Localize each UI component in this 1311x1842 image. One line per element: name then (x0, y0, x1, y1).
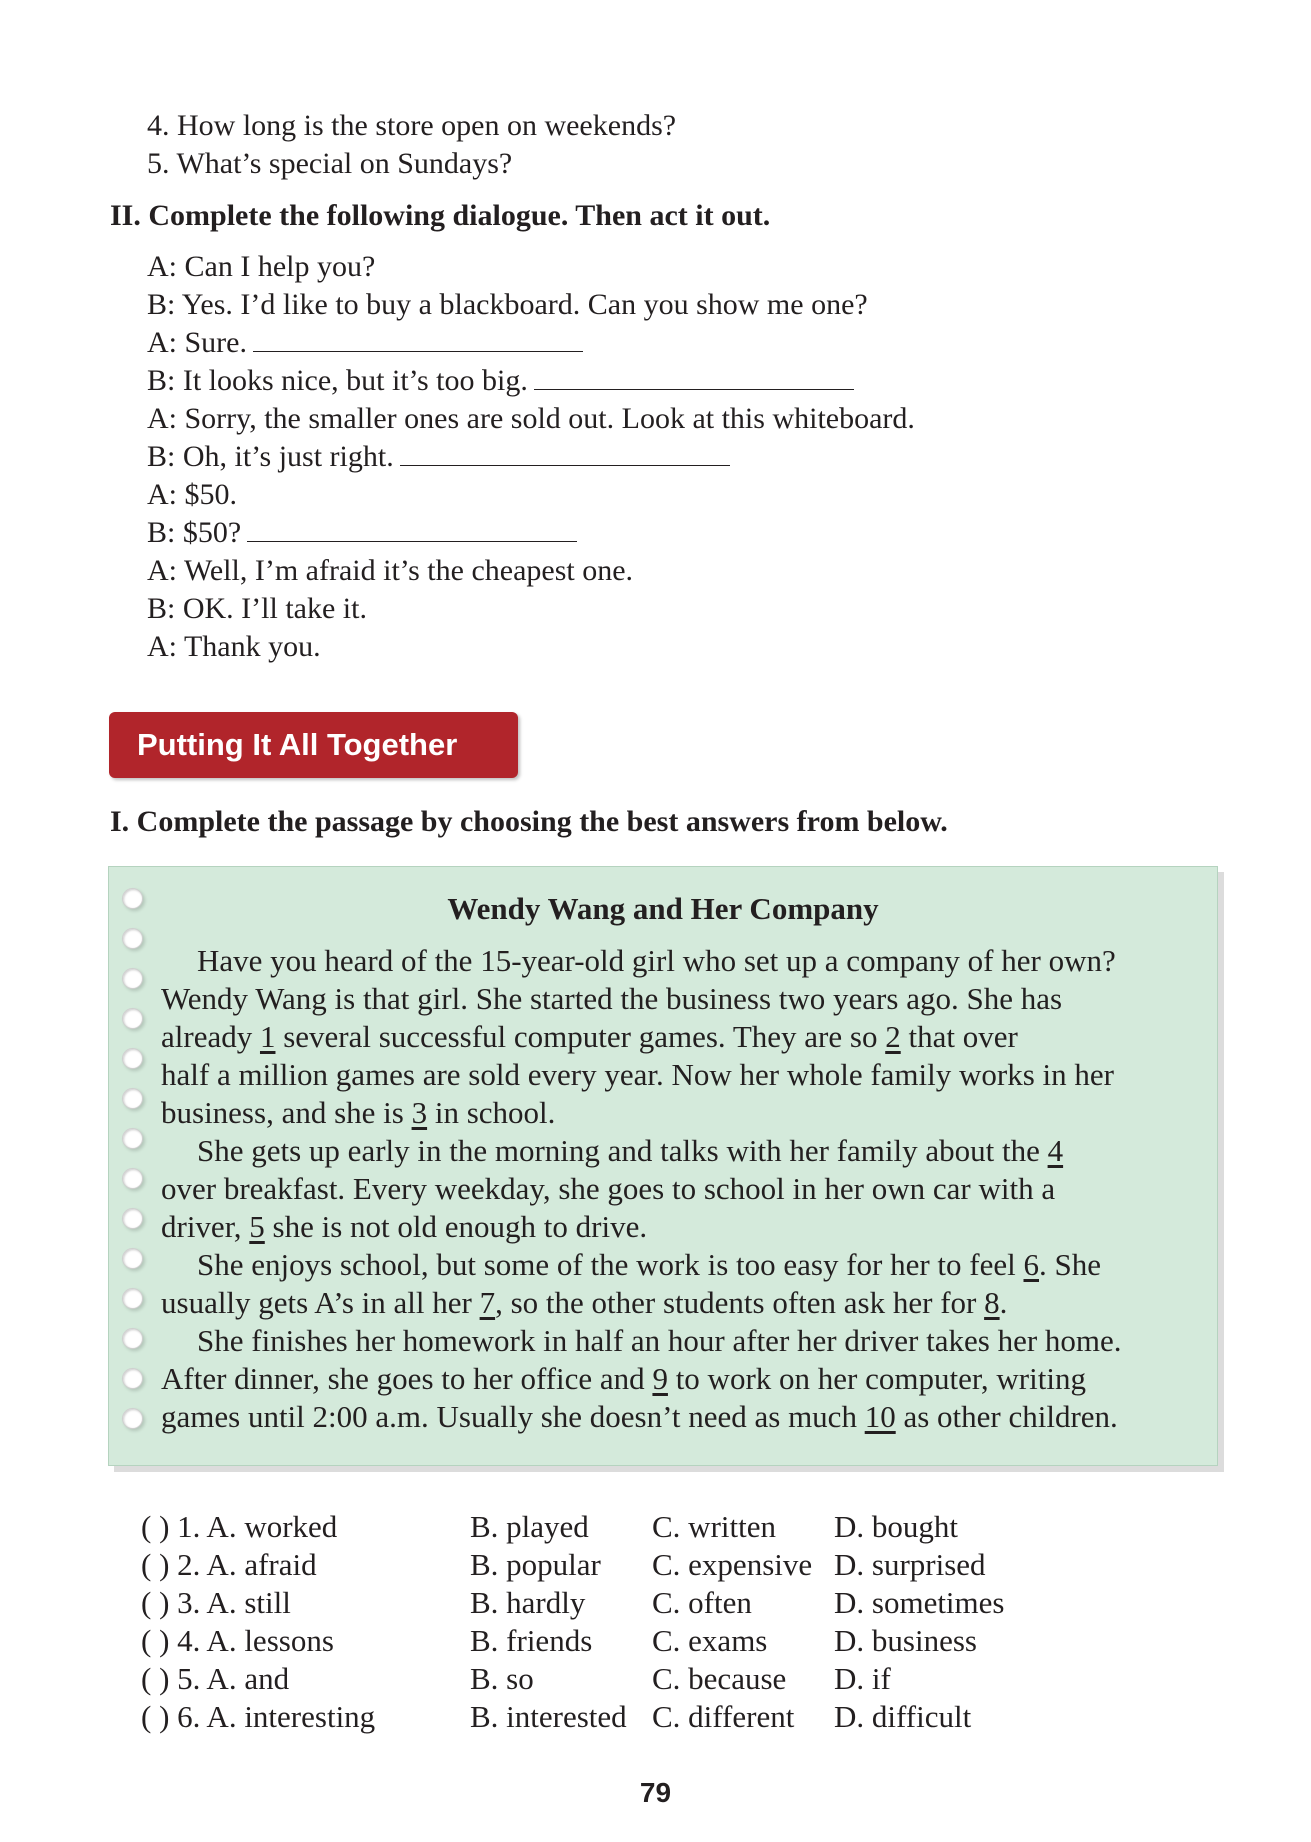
gap-9: 9 (652, 1361, 668, 1396)
option-b: B. interested (470, 1699, 627, 1734)
passage-line: Wendy Wang is that girl. She started the business two years ago. She has (161, 981, 1063, 1016)
binder-hole-icon (122, 1208, 143, 1229)
gap-4: 4 (1047, 1133, 1064, 1168)
page-number: 79 (639, 1777, 672, 1808)
section-banner: Putting It All Together (109, 712, 518, 778)
passage-line: games until 2:00 a.m. Usually she doesn’t need as much 10 as other children. (161, 1399, 1118, 1434)
dialogue-line-3: A: Sure. (147, 324, 583, 362)
binder-hole-icon (122, 1008, 143, 1029)
question-5: 5. What’s special on Sundays? (147, 147, 513, 180)
dialogue-line-8: B: $50? (147, 514, 577, 552)
passage-line: Have you heard of the 15-year-old girl who set up a company of her own? (197, 943, 1116, 978)
passage-line: She enjoys school, but some of the work is too easy for her to feel 6. She (197, 1247, 1101, 1282)
option-b: B. played (470, 1509, 589, 1544)
dialogue-line-1: A: Can I help you? (147, 250, 376, 283)
passage-line: already 1 several successful computer games. They are so 2 that over (161, 1019, 1018, 1054)
passage-line: usually gets A’s in all her 7, so the other students often ask her for 8. (161, 1285, 1008, 1320)
dialogue-line-5: A: Sorry, the smaller ones are sold out. Look at this whiteboard. (147, 402, 915, 435)
gap-2: 2 (885, 1019, 901, 1054)
option-b: B. friends (470, 1623, 593, 1658)
dialogue-line-7: A: $50. (147, 478, 237, 511)
option-row-3-num: ( ) 3. A. still (141, 1585, 291, 1620)
answer-blank[interactable] (400, 439, 730, 466)
binder-hole-icon (122, 1408, 143, 1429)
gap-3: 3 (411, 1095, 428, 1130)
binder-hole-icon (122, 1368, 143, 1389)
option-c: C. different (652, 1699, 795, 1734)
option-c: C. exams (652, 1623, 768, 1658)
answer-blank[interactable] (247, 515, 577, 542)
dialogue-line-9: A: Well, I’m afraid it’s the cheapest one. (147, 554, 634, 587)
option-b: B. so (470, 1661, 534, 1696)
passage-line: She gets up early in the morning and talks with her family about the 4 (197, 1133, 1064, 1168)
passage-title: Wendy Wang and Her Company (447, 891, 879, 926)
dialogue-line-10: B: OK. I’ll take it. (147, 592, 367, 625)
dialogue-line-2: B: Yes. I’d like to buy a blackboard. Can you show me one? (147, 288, 868, 321)
passage-line: over breakfast. Every weekday, she goes to school in her own car with a (161, 1171, 1056, 1206)
passage-line: driver, 5 she is not old enough to drive. (161, 1209, 648, 1244)
gap-10: 10 (864, 1399, 896, 1434)
answer-blank[interactable] (253, 325, 583, 352)
binder-hole-icon (122, 1328, 143, 1349)
option-c: C. expensive (652, 1547, 813, 1582)
passage-line: She finishes her homework in half an hour after her driver takes her home. (197, 1323, 1122, 1358)
option-row-2-num: ( ) 2. A. afraid (141, 1547, 317, 1582)
option-row-5-num: ( ) 5. A. and (141, 1661, 290, 1696)
option-c: C. because (652, 1661, 787, 1696)
passage-line: business, and she is 3 in school. (161, 1095, 556, 1130)
gap-8: 8 (984, 1285, 1000, 1320)
option-d: D. business (834, 1623, 977, 1658)
option-d: D. surprised (834, 1547, 986, 1582)
dialogue-line-11: A: Thank you. (147, 630, 321, 663)
option-row-6-num: ( ) 6. A. interesting (141, 1699, 376, 1734)
binder-hole-icon (122, 928, 143, 949)
answer-blank[interactable] (534, 363, 854, 390)
option-b: B. popular (470, 1547, 601, 1582)
gap-7: 7 (479, 1285, 496, 1320)
option-d: D. if (834, 1661, 891, 1696)
binder-hole-icon (122, 968, 143, 989)
passage-line: After dinner, she goes to her office and 9 to work on her computer, writing (161, 1361, 1086, 1396)
dialogue-line-6: B: Oh, it’s just right. (147, 438, 730, 476)
section-1-heading: I. Complete the passage by choosing the best answers from below. (110, 805, 948, 838)
option-b: B. hardly (470, 1585, 586, 1620)
option-row-1-num: ( ) 1. A. worked (141, 1509, 338, 1544)
passage-line: half a million games are sold every year. Now her whole family works in her (161, 1057, 1114, 1092)
binder-hole-icon (122, 1088, 143, 1109)
option-c: C. often (652, 1585, 752, 1620)
binder-hole-icon (122, 1248, 143, 1269)
question-4: 4. How long is the store open on weekends? (147, 109, 677, 142)
option-row-4-num: ( ) 4. A. lessons (141, 1623, 334, 1658)
option-d: D. difficult (834, 1699, 972, 1734)
option-c: C. written (652, 1509, 776, 1544)
dialogue-line-4: B: It looks nice, but it’s too big. (147, 362, 854, 400)
binder-hole-icon (122, 1128, 143, 1149)
binder-hole-icon (122, 1048, 143, 1069)
option-d: D. sometimes (834, 1585, 1005, 1620)
binder-hole-icon (122, 1288, 143, 1309)
binder-hole-icon (122, 1168, 143, 1189)
gap-1: 1 (259, 1019, 276, 1054)
option-d: D. bought (834, 1509, 958, 1544)
gap-5: 5 (249, 1209, 265, 1244)
section-2-heading: II. Complete the following dialogue. Then act it out. (110, 199, 771, 232)
gap-6: 6 (1023, 1247, 1039, 1282)
